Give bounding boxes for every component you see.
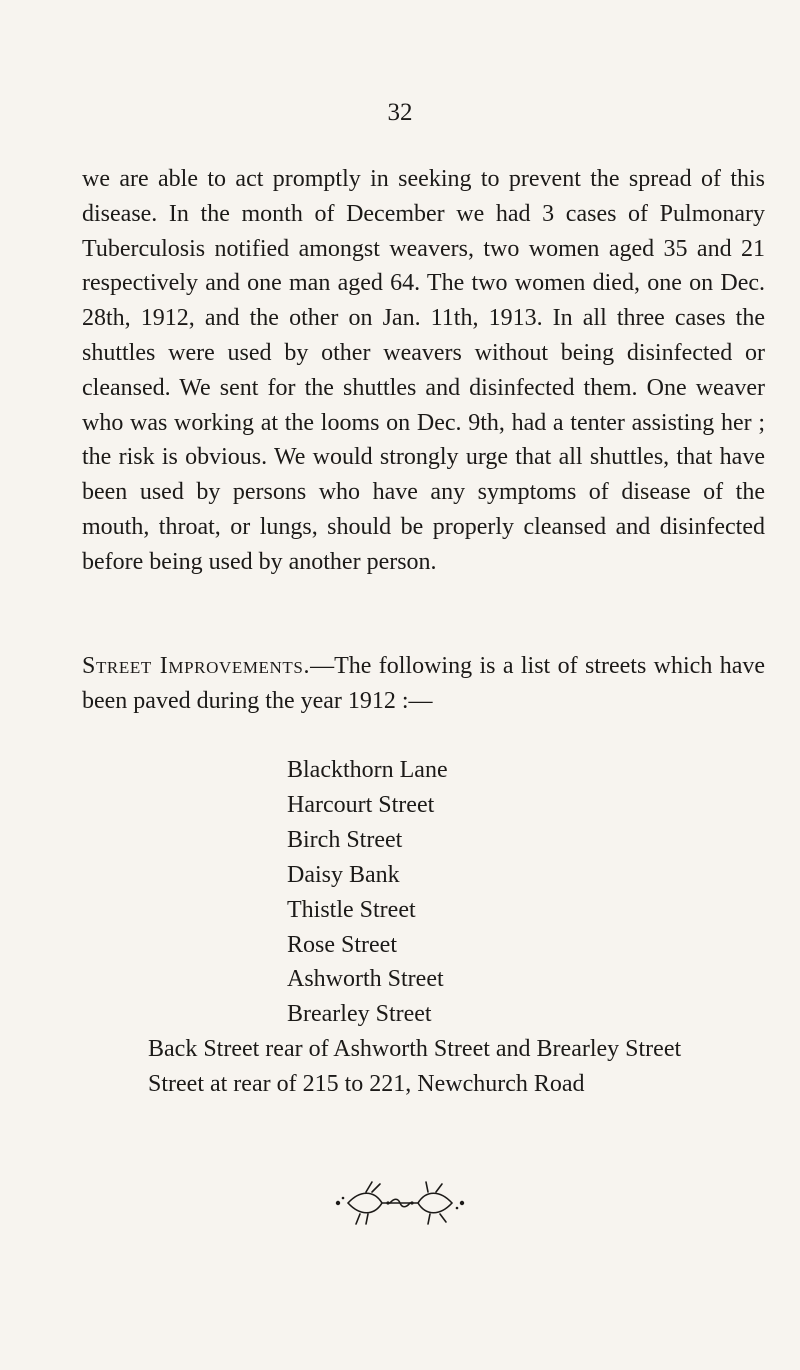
list-item: Blackthorn Lane — [287, 757, 448, 783]
page-number: 32 — [387, 99, 413, 126]
list-item: Rose Street — [287, 931, 397, 958]
list-item: Brearley Street — [287, 1001, 432, 1028]
street-list-wide — [148, 1032, 681, 1102]
paragraph-street-improvements — [82, 649, 765, 719]
list-item: Daisy Bank — [287, 861, 400, 888]
paragraph-tuberculosis: we are able to act promptly in seeking to prevent the spread of this disease. In the month of December we had 3 cases of Pulmonary Tuberculosis notified amongst weavers, two women aged 35 and 21 respectively and one man aged 64. The two women died, one on Dec. 28th, 1912, and the other on Jan. 11th, 1913. In all three cases the shuttles were used by other weavers without being disinfected or cleansed. We sent for the shuttles and disinfected them. One weaver who was working at the looms on Dec. 9th, had a tenter assisting her ; the risk is obvious. We would strongly urge that all shuttles, that have been used by persons who have any symptoms of disease of the mouth, throat, or lungs, should be properly cleansed and disinfected before being used by another person. — [82, 166, 765, 575]
list-item: Ashworth Street — [287, 966, 444, 993]
list-item: Harcourt Street — [287, 791, 435, 818]
floral-ornament-icon — [330, 1178, 470, 1228]
list-item: Birch Street — [287, 826, 403, 853]
section-heading: Street Improvements. — [82, 653, 311, 679]
list-item: Back Street rear of Ashworth Street and Brearley Street — [148, 1036, 682, 1062]
street-list — [287, 753, 448, 1032]
section-intro: —The following is a list of streets which have been paved during the year 1912 :— — [82, 653, 765, 714]
list-item: Street at rear of 215 to 221, Newchurch Road — [148, 1070, 585, 1097]
list-item: Thistle Street — [287, 896, 416, 923]
